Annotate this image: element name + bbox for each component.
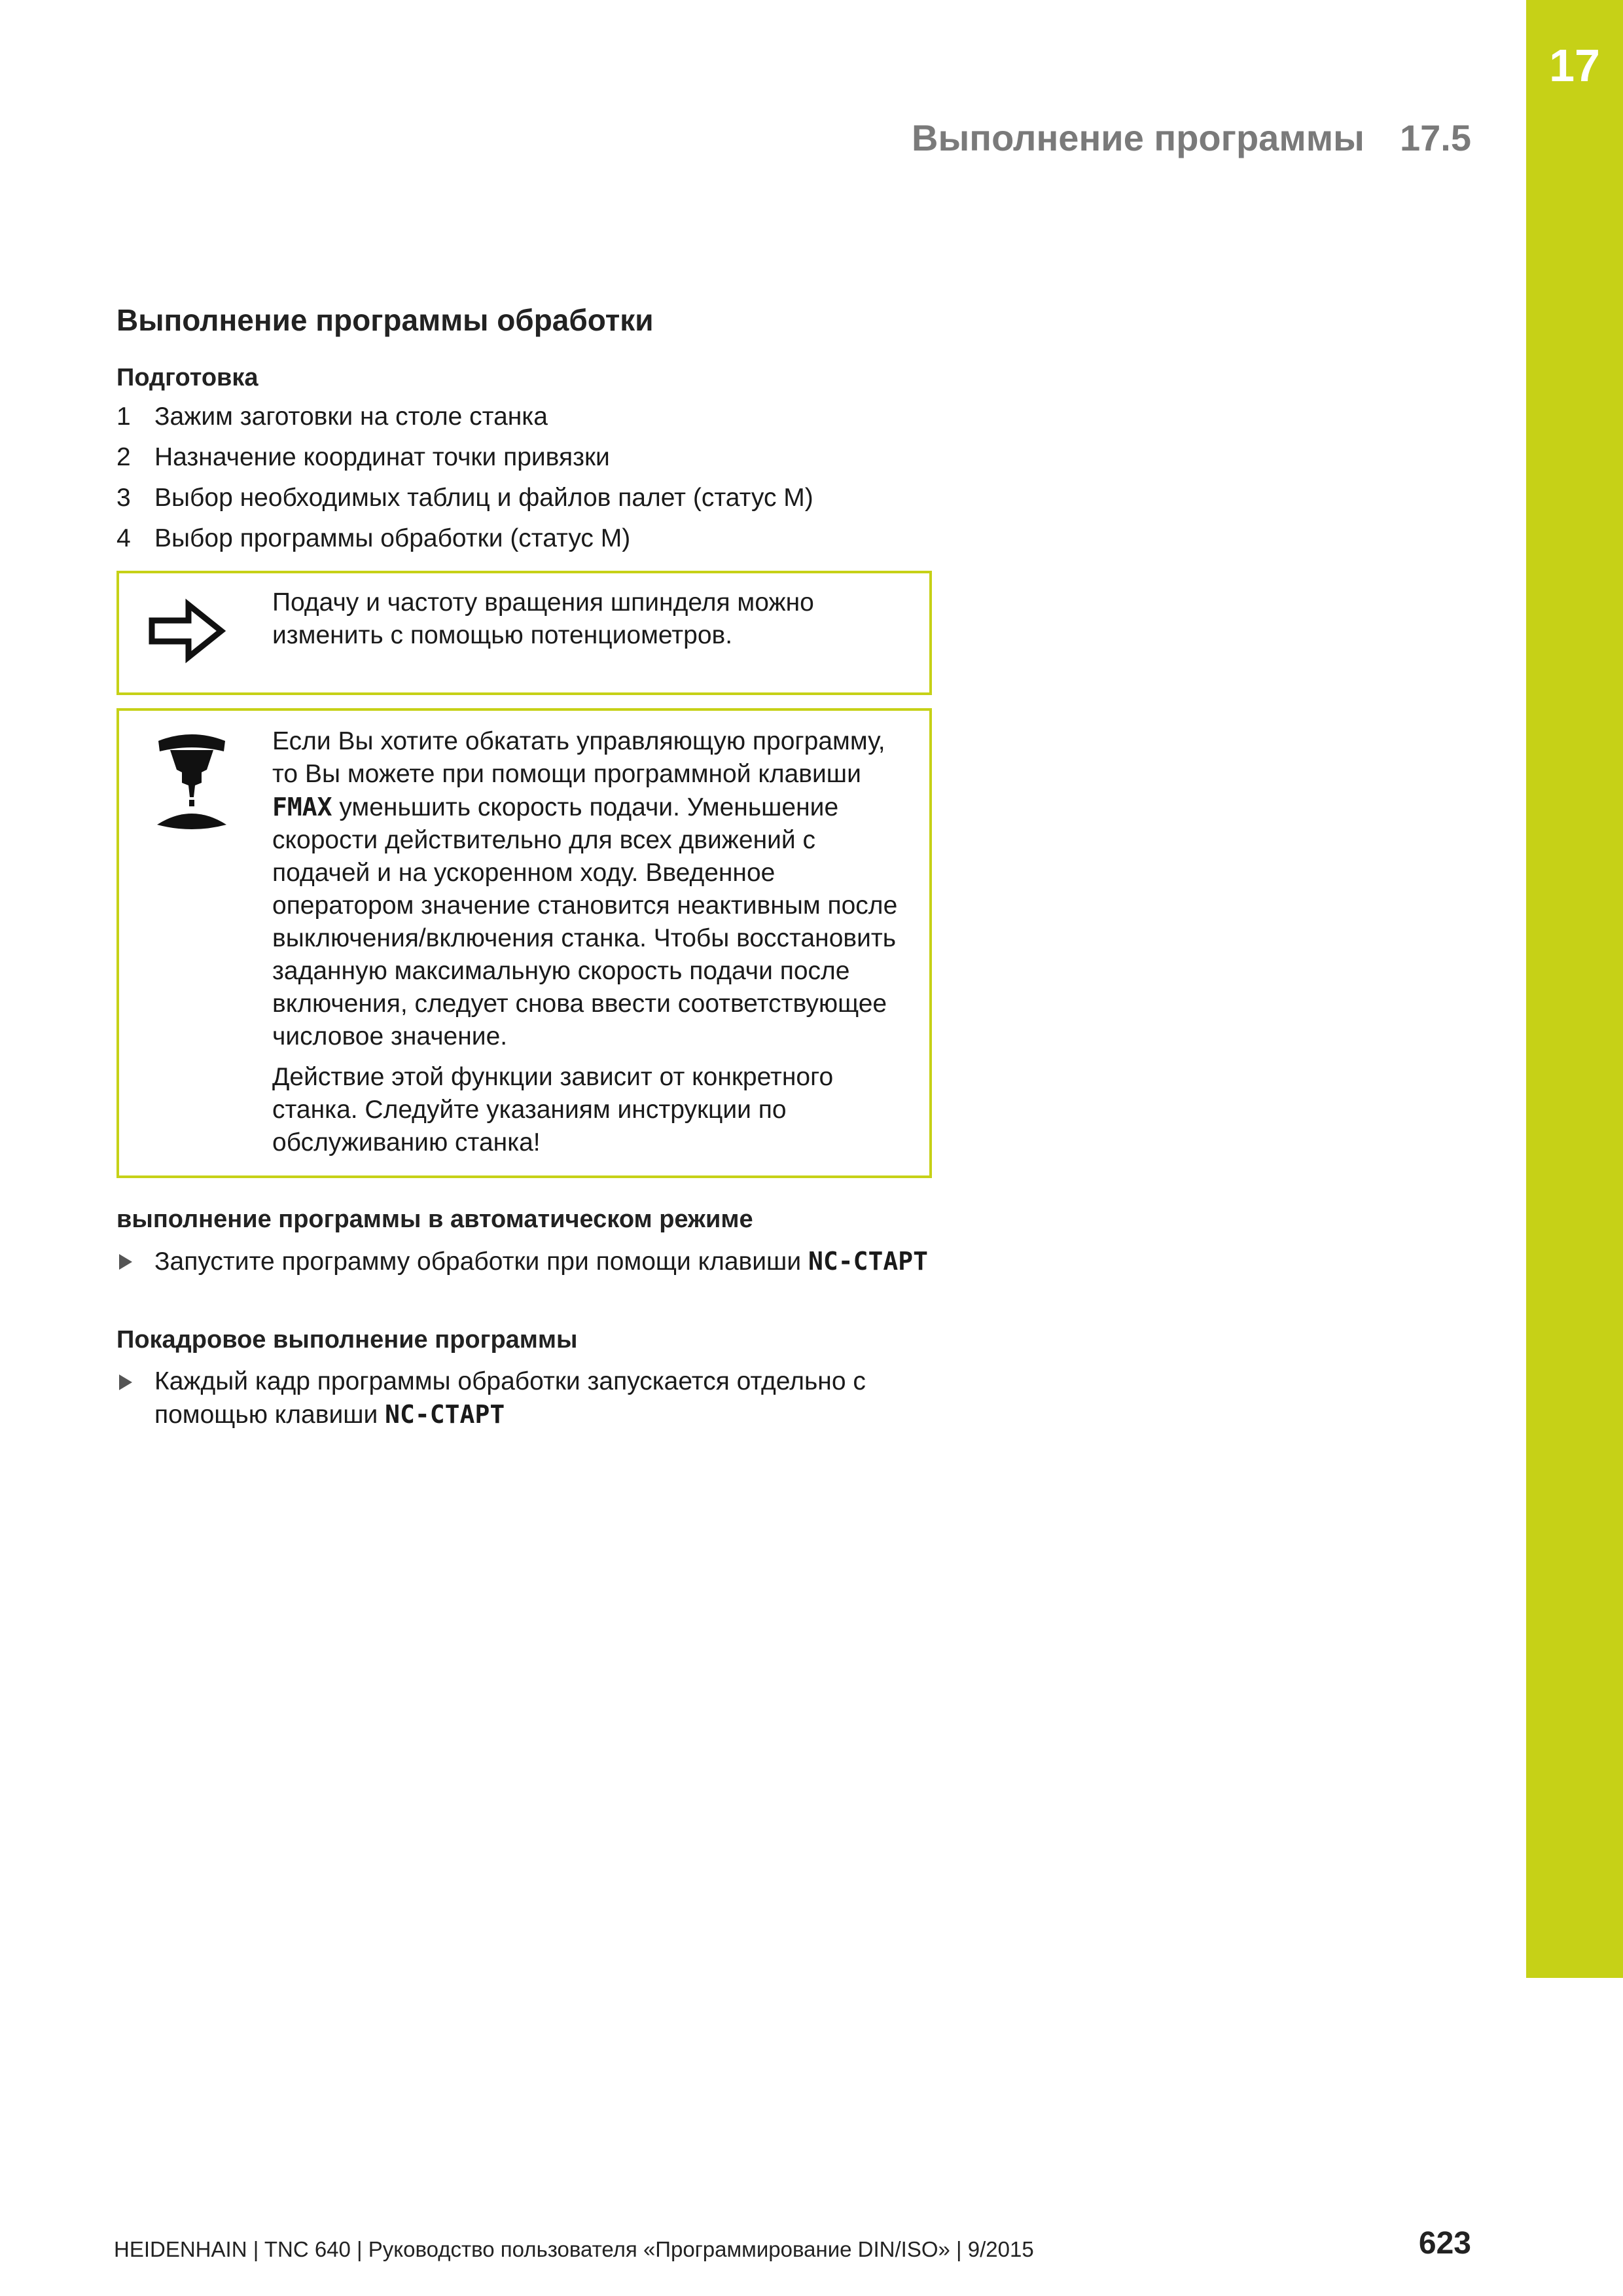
footer-text: HEIDENHAIN | TNC 640 | Руководство пользователя «Программирование DIN/ISO» | 9/2015 [114,2237,1034,2261]
auto-mode-heading: выполнение программы в автоматическом режиме [116,1206,753,1233]
single-block-step: Каждый кадр программы обработки запускается отдельно с помощью клавиши NC-СТАРТ [116,1365,935,1431]
list-item: 4 Выбор программы обработки (статус М) [116,524,631,552]
running-header-section: 17.5 [1400,117,1471,158]
bullet-triangle-icon [119,1254,132,1270]
preparation-list [116,401,813,563]
tip-note-box [116,571,932,695]
arrow-right-outline-icon [148,598,226,667]
chapter-number: 17 [1549,40,1600,91]
tip-note-text: Подачу и частоту вращения шпинделя можно изменить с помощью потенциометров. [272,588,814,649]
running-header [912,117,1471,159]
key-nc-start: NC-СТАРТ [808,1247,928,1276]
bullet-triangle-icon [119,1374,132,1390]
list-item: 1 Зажим заготовки на столе станка [116,403,548,431]
machine-note-paragraph: Действие этой функции зависит от конкретного станка. Следуйте указаниям инструкции по обслуживанию станка! [272,1063,834,1157]
softkey-fmax: FMAX [272,793,332,821]
auto-mode-step: Запустите программу обработки при помощи клавиши NC-СТАРТ [116,1245,935,1278]
single-block-heading: Покадровое выполнение программы [116,1326,578,1354]
key-nc-start: NC-СТАРТ [385,1400,505,1429]
machine-note-text [272,725,916,1159]
chapter-tab [1526,0,1623,1978]
section-title: Выполнение программы обработки [116,303,654,337]
list-item: 2 Назначение координат точки привязки [116,443,610,471]
page-number: 623 [1418,2226,1471,2261]
machine-note-paragraph: Если Вы хотите обкатать управляющую программу, то Вы можете при помощи программной клавиши FMAX уменьшить скорость подачи. Уменьшение скорости действительно для всех движений с подачей и на ускоренном ходу. Введенное оператором значение становится неактивным после выключения/включения станка. Чтобы восстановить заданную максимальную скорость подачи после включения, следует снова ввести соответствующее числовое значение. [272,727,898,1050]
running-header-title: Выполнение программы [912,117,1364,158]
preparation-heading: Подготовка [116,364,259,391]
list-item: 3 Выбор необходимых таблиц и файлов палет (статус М) [116,484,813,512]
machine-spindle-icon [156,732,228,833]
machine-note-box [116,708,932,1178]
